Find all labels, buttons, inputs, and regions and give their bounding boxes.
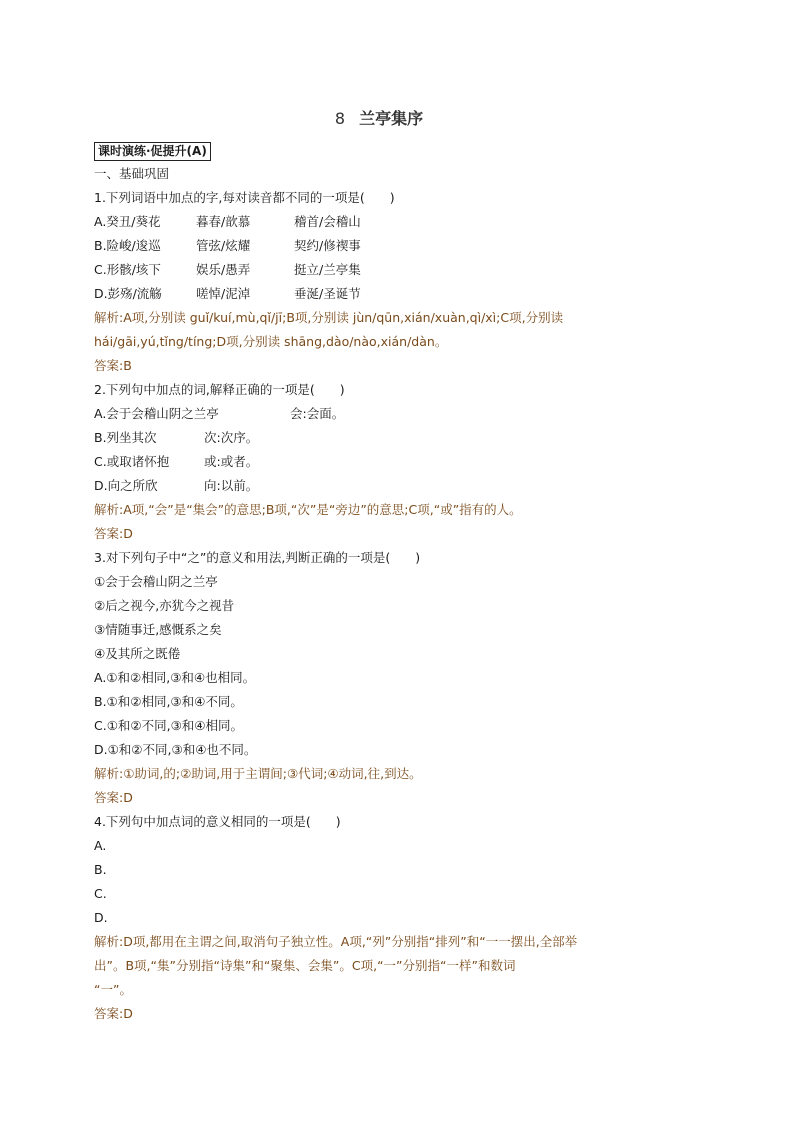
question-2-stem: 2.下列句中加点的词,解释正确的一项是( )	[94, 382, 345, 397]
question-3-analysis: 解析:①助词,的;②助词,用于主谓间;③代词;④动词,往,到达。	[94, 766, 422, 781]
question-3-option-c: C.①和②不同,③和④相同。	[94, 718, 243, 733]
question-1-option-b: B.险峻/逡巡 管弦/炫耀 契约/修禊事	[94, 238, 361, 253]
question-3-item-2: ②后之视今,亦犹今之视昔	[94, 598, 235, 613]
question-4-option-d: D.	[94, 910, 108, 925]
question-4-answer: 答案:D	[94, 1006, 133, 1021]
section-heading: 一、基础巩固	[94, 166, 170, 181]
question-1-analysis-line-2: hái/gāi,yú,tǐng/tíng;D项,分别读 shāng,dào/nào,xián/dàn。	[94, 334, 448, 349]
question-3-option-b: B.①和②相同,③和④不同。	[94, 694, 243, 709]
question-4-analysis-line-3: “一”。	[94, 982, 132, 997]
question-1-analysis-line-1: 解析:A项,分别读 guǐ/kuí,mù,qǐ/jī;B项,分别读 jùn/qūn,xián/xuàn,qì/xì;C项,分别读	[94, 310, 564, 325]
question-2-option-b: B.列坐其次 次:次序。	[94, 430, 259, 445]
question-3-item-3: ③情随事迁,感慨系之矣	[94, 622, 222, 637]
question-2-analysis: 解析:A项,“会”是“集会”的意思;B项,“次”是“旁边”的意思;C项,“或”指有的人。	[94, 502, 522, 517]
document-page	[94, 108, 664, 1026]
question-3-option-a: A.①和②相同,③和④也相同。	[94, 670, 256, 685]
question-2-answer: 答案:D	[94, 526, 133, 541]
question-2-option-a: A.会于会稽山阴之兰亭 会:会面。	[94, 406, 345, 421]
question-1-option-d: D.彭殇/流觞 嗟悼/泥淖 垂涎/圣诞节	[94, 286, 361, 301]
question-1-answer: 答案:B	[94, 358, 132, 373]
question-3-stem: 3.对下列句子中“之”的意义和用法,判断正确的一项是( )	[94, 550, 421, 565]
question-4-stem: 4.下列句中加点词的意义相同的一项是( )	[94, 814, 341, 829]
question-1-option-c: C.形骸/垓下 娱乐/愚弄 挺立/兰亭集	[94, 262, 361, 277]
question-4-option-a: A.	[94, 838, 107, 853]
question-3-answer: 答案:D	[94, 790, 133, 805]
question-4-option-b: B.	[94, 862, 107, 877]
section-badge: 课时演练·促提升(A)	[94, 142, 211, 161]
question-2-option-c: C.或取诸怀抱 或:或者。	[94, 454, 259, 469]
question-3-item-4: ④及其所之既倦	[94, 646, 181, 661]
question-2-option-d: D.向之所欣 向:以前。	[94, 478, 259, 493]
question-3-option-d: D.①和②不同,③和④也不同。	[94, 742, 257, 757]
question-1-stem: 1.下列词语中加点的字,每对读音都不同的一项是( )	[94, 190, 395, 205]
question-1-option-a: A.癸丑/葵花 暮春/歆慕 稽首/会稽山	[94, 214, 361, 229]
question-4-analysis-line-2: 出”。B项,“集”分别指“诗集”和“聚集、会集”。C项,“一”分别指“一样”和数词	[94, 958, 516, 973]
title-text: 兰亭集序	[359, 109, 424, 128]
question-3-item-1: ①会于会稽山阴之兰亭	[94, 574, 218, 589]
page-title	[94, 108, 664, 130]
question-4-analysis-line-1: 解析:D项,都用在主谓之间,取消句子独立性。A项,“列”分别指“排列”和“一一摆出,全部举	[94, 934, 578, 949]
title-number: 8	[334, 109, 346, 128]
question-4-option-c: C.	[94, 886, 107, 901]
